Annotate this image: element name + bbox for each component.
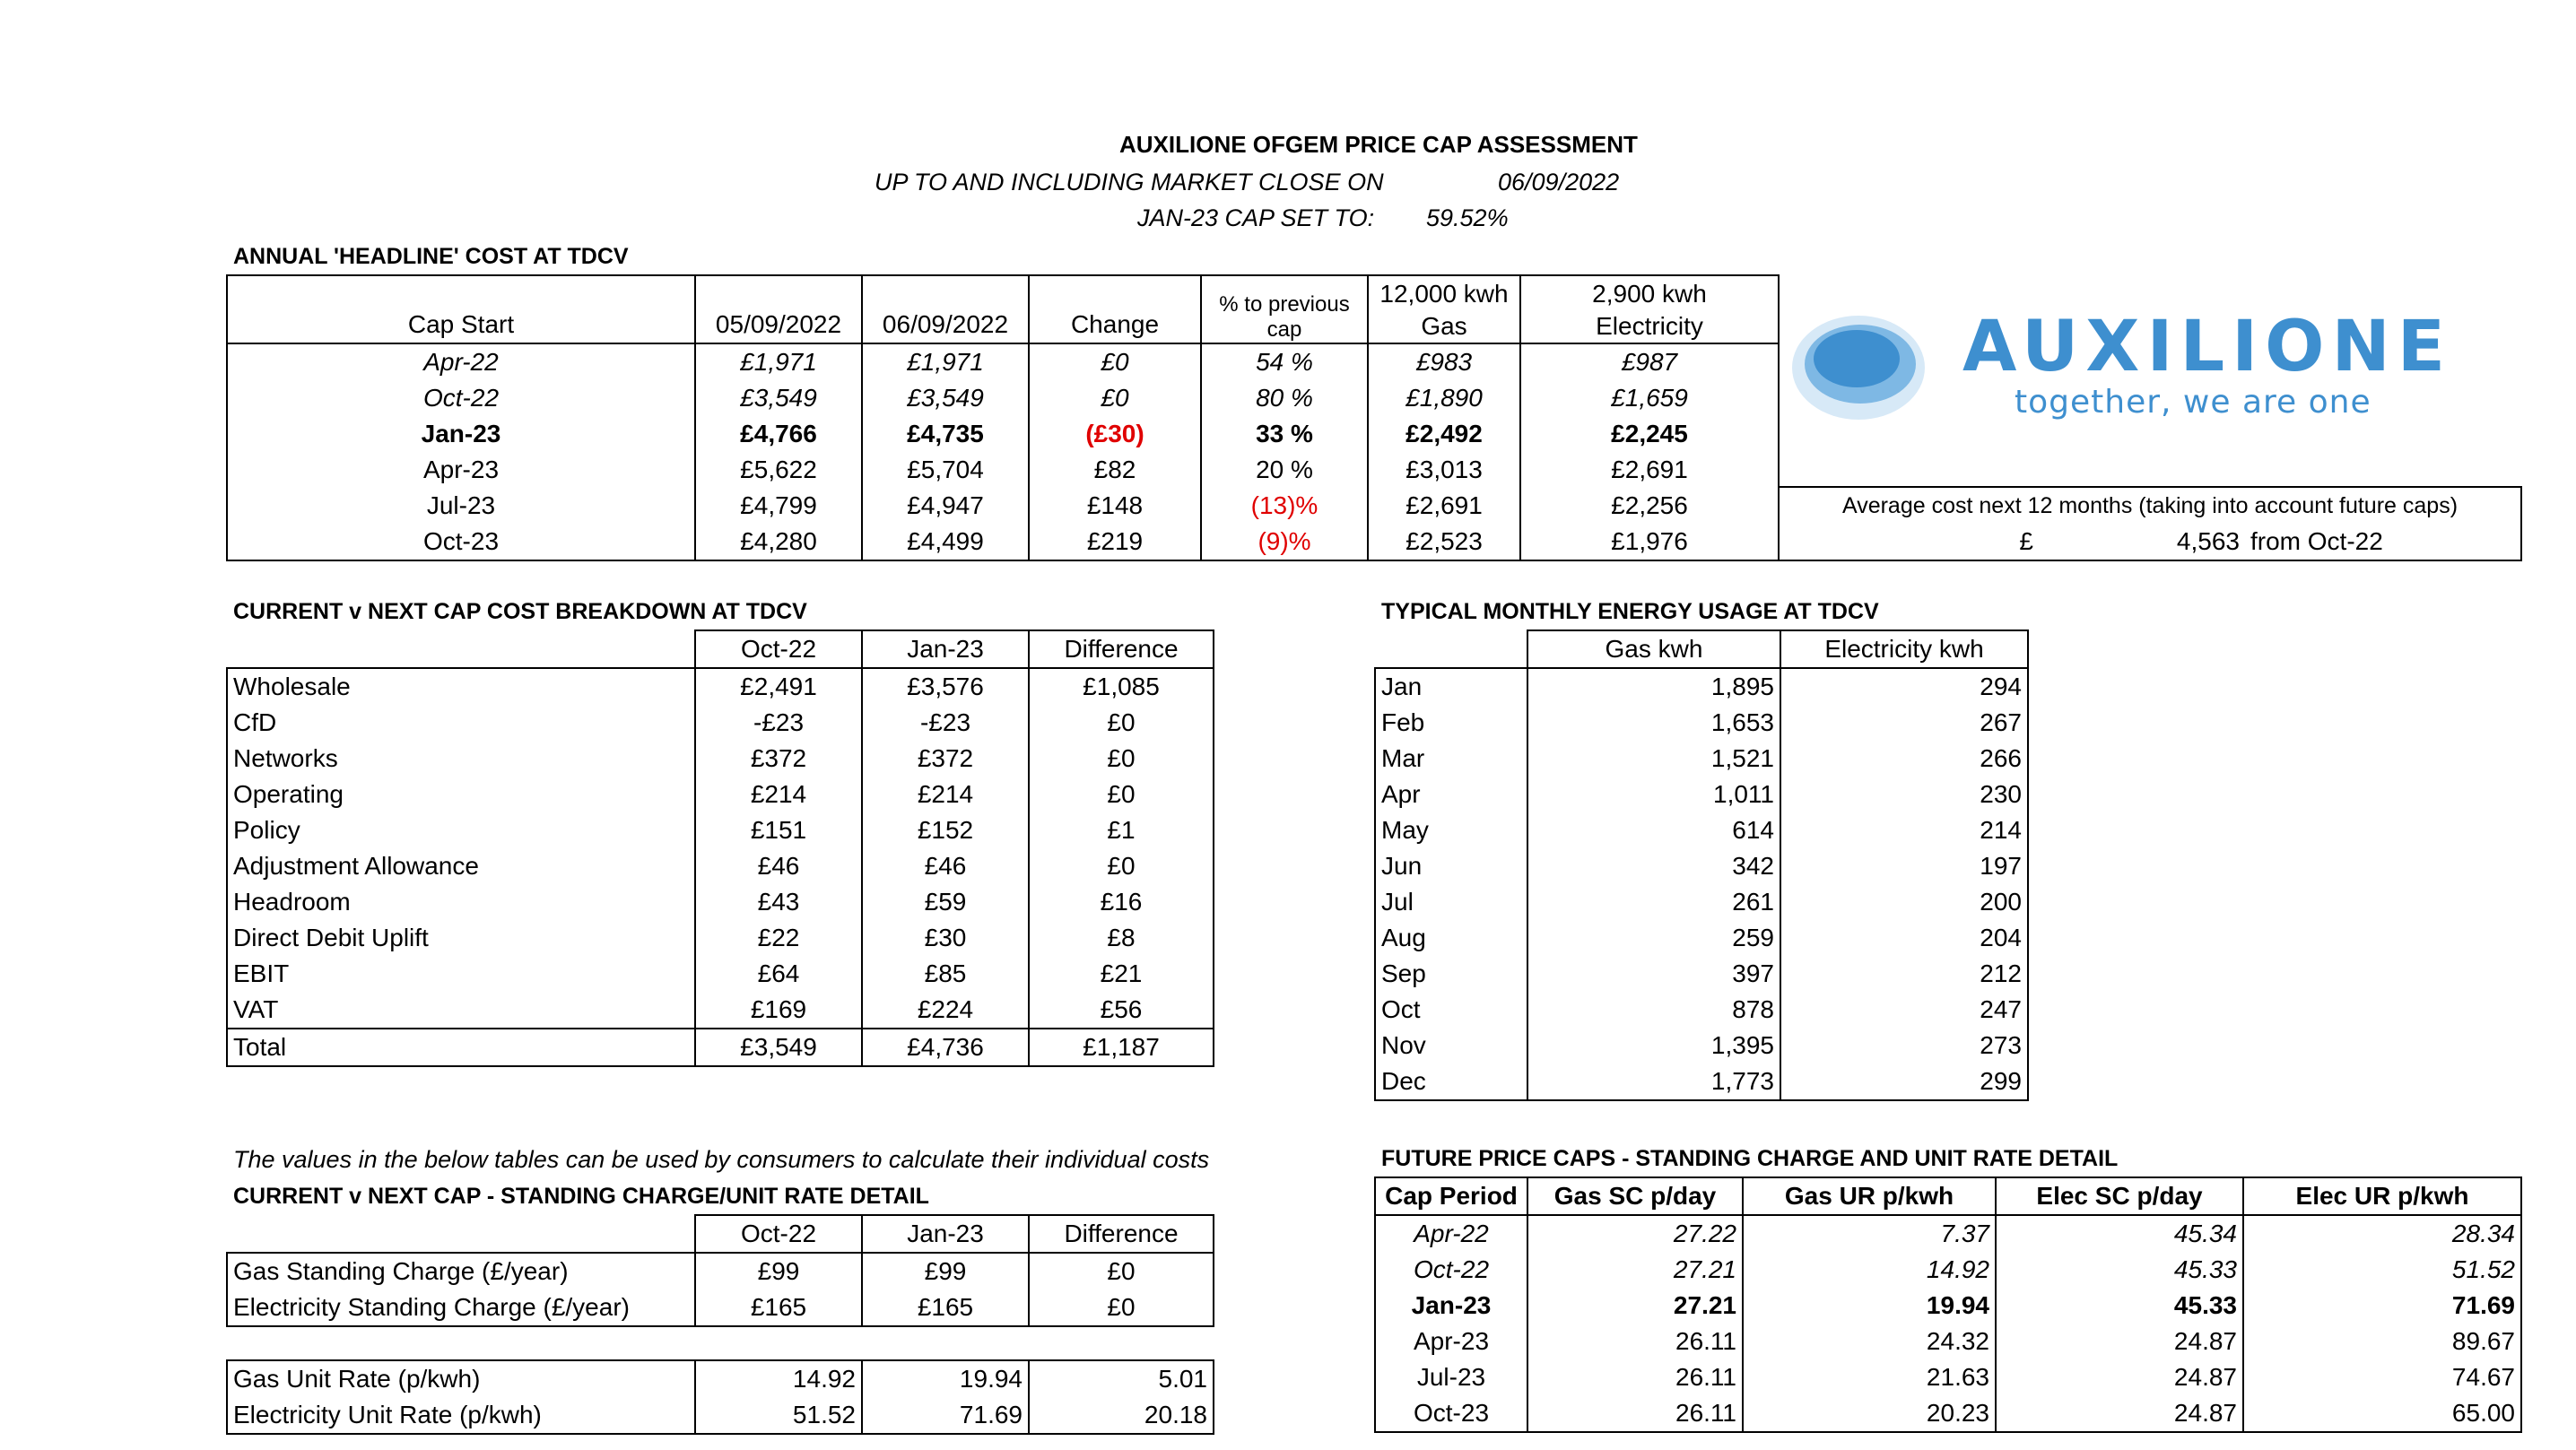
elec-sc-cell: 24.87 <box>1996 1324 2243 1359</box>
breakdown-difference: £1 <box>1029 812 1214 848</box>
month-cell: Sep <box>1381 959 1426 987</box>
breakdown-oct22: £43 <box>695 884 862 920</box>
monthly-section-title: TYPICAL MONTHLY ENERGY USAGE AT TDCV <box>1381 599 1879 624</box>
breakdown-jan23: -£23 <box>862 705 1029 741</box>
breakdown-difference: £0 <box>1029 741 1214 777</box>
pct-previous-cell: (13)% <box>1201 488 1368 524</box>
future-cap-row <box>1375 1288 2521 1324</box>
average-value: 4,563 <box>2176 527 2240 555</box>
date1-cost-cell: £3,549 <box>695 380 862 416</box>
elec-kwh-cell: 204 <box>1780 920 2028 956</box>
breakdown-jan23: £152 <box>862 812 1029 848</box>
standing-header-c3: Difference <box>1029 1215 1214 1253</box>
breakdown-total-row <box>227 1029 1214 1066</box>
future-cap-row <box>1375 1395 2521 1432</box>
monthly-row <box>1375 956 2028 992</box>
future-section-title: FUTURE PRICE CAPS - STANDING CHARGE AND UNIT RATE DETAIL <box>1381 1146 2119 1171</box>
elec-cost-cell: £2,245 <box>1520 416 1779 452</box>
unit-rate-row <box>227 1360 1214 1397</box>
header-pct-line1: % to previous <box>1219 292 1350 317</box>
monthly-row <box>1375 668 2028 705</box>
breakdown-row <box>227 884 1214 920</box>
average-box <box>1778 486 2522 561</box>
elec-kwh-cell: 294 <box>1780 668 2028 705</box>
elec-ur-cell: 51.52 <box>2243 1252 2521 1288</box>
breakdown-label: CfD <box>233 708 277 736</box>
gas-cost-cell: £3,013 <box>1368 452 1520 488</box>
breakdown-oct22: £46 <box>695 848 862 884</box>
standing-label: Electricity Standing Charge (£/year) <box>233 1293 630 1321</box>
change-cell: £0 <box>1029 380 1201 416</box>
month-cell: Jan <box>1381 673 1423 700</box>
average-label: Average cost next 12 months (taking into account future caps) <box>1841 493 2459 518</box>
standing-label: Gas Standing Charge (£/year) <box>233 1257 569 1285</box>
header-gas-line1: 12,000 kwh <box>1379 280 1509 308</box>
gas-ur-cell: 14.92 <box>1743 1252 1996 1288</box>
breakdown-label: Adjustment Allowance <box>233 852 479 880</box>
unit-rate-oct22: 51.52 <box>695 1397 862 1434</box>
header-pct-line2: cap <box>1266 317 1302 342</box>
headline-header-row <box>227 275 1779 343</box>
unit-rate-table <box>226 1359 1214 1435</box>
header-elec-line2: Electricity <box>1596 312 1703 340</box>
breakdown-row <box>227 992 1214 1029</box>
gas-sc-cell: 26.11 <box>1527 1324 1743 1359</box>
auxilione-logo-icon <box>1787 305 1930 430</box>
gas-kwh-cell: 397 <box>1527 956 1780 992</box>
breakdown-jan23: £224 <box>862 992 1029 1029</box>
monthly-row <box>1375 848 2028 884</box>
pct-previous-cell: 80 % <box>1201 380 1368 416</box>
change-cell: £148 <box>1029 488 1201 524</box>
cap-period-cell: Jan-23 <box>1411 1291 1492 1319</box>
month-cell: Apr <box>1381 780 1421 808</box>
monthly-header-gas: Gas kwh <box>1527 630 1780 668</box>
gas-sc-cell: 26.11 <box>1527 1395 1743 1432</box>
breakdown-row <box>227 920 1214 956</box>
unit-rate-jan23: 71.69 <box>862 1397 1029 1434</box>
headline-section-title: ANNUAL 'HEADLINE' COST AT TDCV <box>233 244 629 269</box>
date2-cost-cell: £5,704 <box>862 452 1029 488</box>
breakdown-label: VAT <box>233 995 279 1023</box>
monthly-row <box>1375 1064 2028 1100</box>
average-currency: £ <box>2019 527 2033 555</box>
cap-start-cell: Oct-22 <box>422 384 500 412</box>
breakdown-oct22: -£23 <box>695 705 862 741</box>
date1-cost-cell: £4,280 <box>695 524 862 560</box>
breakdown-label: Policy <box>233 816 300 844</box>
elec-sc-cell: 24.87 <box>1996 1395 2243 1432</box>
standing-difference: £0 <box>1029 1289 1214 1326</box>
headline-row <box>227 452 1779 488</box>
breakdown-oct22: £22 <box>695 920 862 956</box>
elec-kwh-cell: 214 <box>1780 812 2028 848</box>
gas-kwh-cell: 1,895 <box>1527 668 1780 705</box>
unit-rate-label: Electricity Unit Rate (p/kwh) <box>233 1401 542 1428</box>
market-close-date: 06/09/2022 <box>1498 169 1620 195</box>
elec-kwh-cell: 266 <box>1780 741 2028 777</box>
elec-kwh-cell: 273 <box>1780 1028 2028 1064</box>
gas-cost-cell: £983 <box>1368 343 1520 380</box>
elec-sc-cell: 24.87 <box>1996 1359 2243 1395</box>
gas-kwh-cell: 614 <box>1527 812 1780 848</box>
header-date-2: 06/09/2022 <box>862 275 1029 343</box>
elec-ur-cell: 71.69 <box>2243 1288 2521 1324</box>
future-header-esc: Elec SC p/day <box>1996 1177 2243 1215</box>
date1-cost-cell: £1,971 <box>695 343 862 380</box>
breakdown-oct22: £151 <box>695 812 862 848</box>
date2-cost-cell: £4,735 <box>862 416 1029 452</box>
headline-row <box>227 488 1779 524</box>
month-cell: Dec <box>1381 1067 1426 1095</box>
unit-rate-difference: 20.18 <box>1029 1397 1214 1434</box>
header-gas-line2: Gas <box>1421 312 1467 340</box>
elec-ur-cell: 65.00 <box>2243 1395 2521 1432</box>
breakdown-row <box>227 741 1214 777</box>
header-pct <box>1201 275 1368 343</box>
cap-start-cell: Apr-22 <box>423 348 499 376</box>
pct-previous-cell: 33 % <box>1201 416 1368 452</box>
monthly-table <box>1374 629 2029 1101</box>
headline-row <box>227 343 1779 380</box>
gas-sc-cell: 27.22 <box>1527 1215 1743 1252</box>
elec-ur-cell: 28.34 <box>2243 1215 2521 1252</box>
headline-row <box>227 524 1779 560</box>
elec-sc-cell: 45.33 <box>1996 1288 2243 1324</box>
elec-ur-cell: 89.67 <box>2243 1324 2521 1359</box>
breakdown-jan23: £372 <box>862 741 1029 777</box>
pct-previous-cell: (9)% <box>1201 524 1368 560</box>
breakdown-label: Direct Debit Uplift <box>233 924 429 951</box>
pct-previous-cell: 54 % <box>1201 343 1368 380</box>
breakdown-oct22: £169 <box>695 992 862 1029</box>
elec-kwh-cell: 200 <box>1780 884 2028 920</box>
breakdown-table <box>226 629 1214 1067</box>
monthly-row <box>1375 777 2028 812</box>
page-title: AUXILIONE OFGEM PRICE CAP ASSESSMENT <box>1119 131 1638 158</box>
breakdown-row <box>227 668 1214 705</box>
breakdown-difference: £0 <box>1029 848 1214 884</box>
breakdown-jan23: £46 <box>862 848 1029 884</box>
breakdown-label: EBIT <box>233 959 290 987</box>
gas-kwh-cell: 342 <box>1527 848 1780 884</box>
future-cap-row <box>1375 1359 2521 1395</box>
breakdown-label: Wholesale <box>233 673 351 700</box>
header-elec <box>1520 275 1779 343</box>
elec-kwh-cell: 247 <box>1780 992 2028 1028</box>
gas-kwh-cell: 1,011 <box>1527 777 1780 812</box>
future-header-gur: Gas UR p/kwh <box>1743 1177 1996 1215</box>
cap-start-cell: Jan-23 <box>421 420 501 447</box>
gas-ur-cell: 7.37 <box>1743 1215 1996 1252</box>
future-caps-table <box>1374 1176 2522 1433</box>
breakdown-jan23: £59 <box>862 884 1029 920</box>
header-cap-start: Cap Start <box>407 310 515 338</box>
future-cap-row <box>1375 1324 2521 1359</box>
breakdown-total-b: £4,736 <box>862 1029 1029 1066</box>
future-header-gsc: Gas SC p/day <box>1527 1177 1743 1215</box>
monthly-row <box>1375 884 2028 920</box>
monthly-row <box>1375 920 2028 956</box>
future-cap-row <box>1375 1215 2521 1252</box>
standing-header-row <box>227 1215 1214 1253</box>
gas-cost-cell: £2,492 <box>1368 416 1520 452</box>
elec-sc-cell: 45.34 <box>1996 1215 2243 1252</box>
future-header-row <box>1375 1177 2521 1215</box>
breakdown-section-title: CURRENT v NEXT CAP COST BREAKDOWN AT TDCV <box>233 599 807 624</box>
standing-section-title: CURRENT v NEXT CAP - STANDING CHARGE/UNIT RATE DETAIL <box>233 1184 929 1209</box>
unit-rate-jan23: 19.94 <box>862 1360 1029 1397</box>
breakdown-difference: £56 <box>1029 992 1214 1029</box>
standing-charge-row <box>227 1253 1214 1289</box>
breakdown-jan23: £85 <box>862 956 1029 992</box>
breakdown-header-blank <box>227 630 695 668</box>
average-label-row <box>1779 487 2521 524</box>
gas-sc-cell: 27.21 <box>1527 1252 1743 1288</box>
average-suffix: from Oct-22 <box>2250 527 2383 555</box>
cap-period-cell: Apr-23 <box>1413 1327 1490 1355</box>
standing-charge-row <box>227 1289 1214 1326</box>
future-cap-row <box>1375 1252 2521 1288</box>
market-close-label: UP TO AND INCLUDING MARKET CLOSE ON <box>875 169 1384 195</box>
standing-header-blank <box>227 1215 695 1253</box>
breakdown-header-c1: Oct-22 <box>695 630 862 668</box>
unit-rate-row <box>227 1397 1214 1434</box>
header-gas <box>1368 275 1520 343</box>
standing-oct22: £165 <box>695 1289 862 1326</box>
cap-period-cell: Oct-23 <box>1413 1399 1490 1427</box>
standing-jan23: £165 <box>862 1289 1029 1326</box>
cap-set-label: JAN-23 CAP SET TO: <box>1137 204 1375 231</box>
breakdown-total-a: £3,549 <box>695 1029 862 1066</box>
elec-cost-cell: £1,659 <box>1520 380 1779 416</box>
change-cell: £0 <box>1029 343 1201 380</box>
gas-kwh-cell: 1,395 <box>1527 1028 1780 1064</box>
month-cell: Oct <box>1381 995 1421 1023</box>
cap-period-cell: Jul-23 <box>1416 1363 1486 1391</box>
logo-tagline: together, we are one <box>2015 384 2371 421</box>
headline-table <box>226 274 1780 561</box>
breakdown-difference: £16 <box>1029 884 1214 920</box>
average-value-row <box>1779 524 2521 560</box>
standing-difference: £0 <box>1029 1253 1214 1289</box>
gas-kwh-cell: 1,773 <box>1527 1064 1780 1100</box>
breakdown-difference: £8 <box>1029 920 1214 956</box>
monthly-header-elec: Electricity kwh <box>1780 630 2028 668</box>
elec-kwh-cell: 230 <box>1780 777 2028 812</box>
gas-kwh-cell: 259 <box>1527 920 1780 956</box>
breakdown-difference: £1,085 <box>1029 668 1214 705</box>
gas-cost-cell: £2,523 <box>1368 524 1520 560</box>
standing-oct22: £99 <box>695 1253 862 1289</box>
monthly-row <box>1375 705 2028 741</box>
date1-cost-cell: £4,766 <box>695 416 862 452</box>
pct-previous-cell: 20 % <box>1201 452 1368 488</box>
elec-ur-cell: 74.67 <box>2243 1359 2521 1395</box>
unit-rate-difference: 5.01 <box>1029 1360 1214 1397</box>
elec-kwh-cell: 267 <box>1780 705 2028 741</box>
elec-cost-cell: £987 <box>1520 343 1779 380</box>
breakdown-total-label: Total <box>233 1033 287 1061</box>
month-cell: Jun <box>1381 852 1423 880</box>
elec-kwh-cell: 212 <box>1780 956 2028 992</box>
consumer-note: The values in the below tables can be used by consumers to calculate their individual costs <box>233 1146 1210 1173</box>
breakdown-row <box>227 848 1214 884</box>
month-cell: Jul <box>1381 888 1414 916</box>
gas-cost-cell: £2,691 <box>1368 488 1520 524</box>
future-header-eur: Elec UR p/kwh <box>2243 1177 2521 1215</box>
headline-row <box>227 416 1779 452</box>
breakdown-label: Headroom <box>233 888 351 916</box>
gas-ur-cell: 20.23 <box>1743 1395 1996 1432</box>
gas-kwh-cell: 1,521 <box>1527 741 1780 777</box>
date2-cost-cell: £4,499 <box>862 524 1029 560</box>
breakdown-oct22: £372 <box>695 741 862 777</box>
monthly-row <box>1375 992 2028 1028</box>
breakdown-label: Operating <box>233 780 344 808</box>
breakdown-total-d: £1,187 <box>1029 1029 1214 1066</box>
gas-kwh-cell: 261 <box>1527 884 1780 920</box>
date2-cost-cell: £3,549 <box>862 380 1029 416</box>
monthly-row <box>1375 812 2028 848</box>
breakdown-row <box>227 956 1214 992</box>
month-cell: Feb <box>1381 708 1425 736</box>
breakdown-header-c3: Difference <box>1029 630 1214 668</box>
breakdown-header-c2: Jan-23 <box>862 630 1029 668</box>
monthly-header-blank <box>1375 630 1527 668</box>
monthly-header-row <box>1375 630 2028 668</box>
gas-kwh-cell: 878 <box>1527 992 1780 1028</box>
breakdown-oct22: £2,491 <box>695 668 862 705</box>
date2-cost-cell: £1,971 <box>862 343 1029 380</box>
month-cell: Aug <box>1381 924 1426 951</box>
change-cell: £219 <box>1029 524 1201 560</box>
cap-start-cell: Apr-23 <box>422 456 500 483</box>
gas-sc-cell: 26.11 <box>1527 1359 1743 1395</box>
breakdown-label: Networks <box>233 744 338 772</box>
date2-cost-cell: £4,947 <box>862 488 1029 524</box>
standing-header-c1: Oct-22 <box>695 1215 862 1253</box>
elec-kwh-cell: 299 <box>1780 1064 2028 1100</box>
standing-jan23: £99 <box>862 1253 1029 1289</box>
month-cell: May <box>1381 816 1429 844</box>
header-change: Change <box>1029 275 1201 343</box>
standing-header-c2: Jan-23 <box>862 1215 1029 1253</box>
header-elec-line1: 2,900 kwh <box>1592 280 1707 308</box>
breakdown-difference: £0 <box>1029 777 1214 812</box>
unit-rate-label: Gas Unit Rate (p/kwh) <box>233 1365 481 1393</box>
breakdown-difference: £0 <box>1029 705 1214 741</box>
gas-sc-cell: 27.21 <box>1527 1288 1743 1324</box>
gas-ur-cell: 21.63 <box>1743 1359 1996 1395</box>
cap-period-cell: Apr-22 <box>1414 1220 1489 1247</box>
cap-start-cell: Oct-23 <box>422 527 500 555</box>
gas-ur-cell: 24.32 <box>1743 1324 1996 1359</box>
monthly-row <box>1375 741 2028 777</box>
breakdown-row <box>227 705 1214 741</box>
breakdown-difference: £21 <box>1029 956 1214 992</box>
elec-cost-cell: £1,976 <box>1520 524 1779 560</box>
monthly-row <box>1375 1028 2028 1064</box>
breakdown-oct22: £214 <box>695 777 862 812</box>
breakdown-jan23: £3,576 <box>862 668 1029 705</box>
elec-kwh-cell: 197 <box>1780 848 2028 884</box>
standing-charge-table <box>226 1214 1214 1327</box>
gas-ur-cell: 19.94 <box>1743 1288 1996 1324</box>
change-cell: (£30) <box>1029 416 1201 452</box>
breakdown-header-row <box>227 630 1214 668</box>
breakdown-row <box>227 812 1214 848</box>
logo-name: AUXILIONE <box>1962 307 2453 387</box>
unit-rate-oct22: 14.92 <box>695 1360 862 1397</box>
breakdown-jan23: £30 <box>862 920 1029 956</box>
month-cell: Mar <box>1381 744 1425 772</box>
cap-start-cell: Jul-23 <box>426 491 496 519</box>
date1-cost-cell: £4,799 <box>695 488 862 524</box>
cap-period-cell: Oct-22 <box>1413 1255 1490 1283</box>
elec-cost-cell: £2,256 <box>1520 488 1779 524</box>
header-date-1: 05/09/2022 <box>695 275 862 343</box>
cap-set-value: 59.52% <box>1426 204 1509 231</box>
month-cell: Nov <box>1381 1031 1426 1059</box>
breakdown-oct22: £64 <box>695 956 862 992</box>
elec-cost-cell: £2,691 <box>1520 452 1779 488</box>
breakdown-row <box>227 777 1214 812</box>
change-cell: £82 <box>1029 452 1201 488</box>
gas-kwh-cell: 1,653 <box>1527 705 1780 741</box>
breakdown-jan23: £214 <box>862 777 1029 812</box>
headline-row <box>227 380 1779 416</box>
date1-cost-cell: £5,622 <box>695 452 862 488</box>
gas-cost-cell: £1,890 <box>1368 380 1520 416</box>
elec-sc-cell: 45.33 <box>1996 1252 2243 1288</box>
future-header-period: Cap Period <box>1385 1182 1518 1210</box>
